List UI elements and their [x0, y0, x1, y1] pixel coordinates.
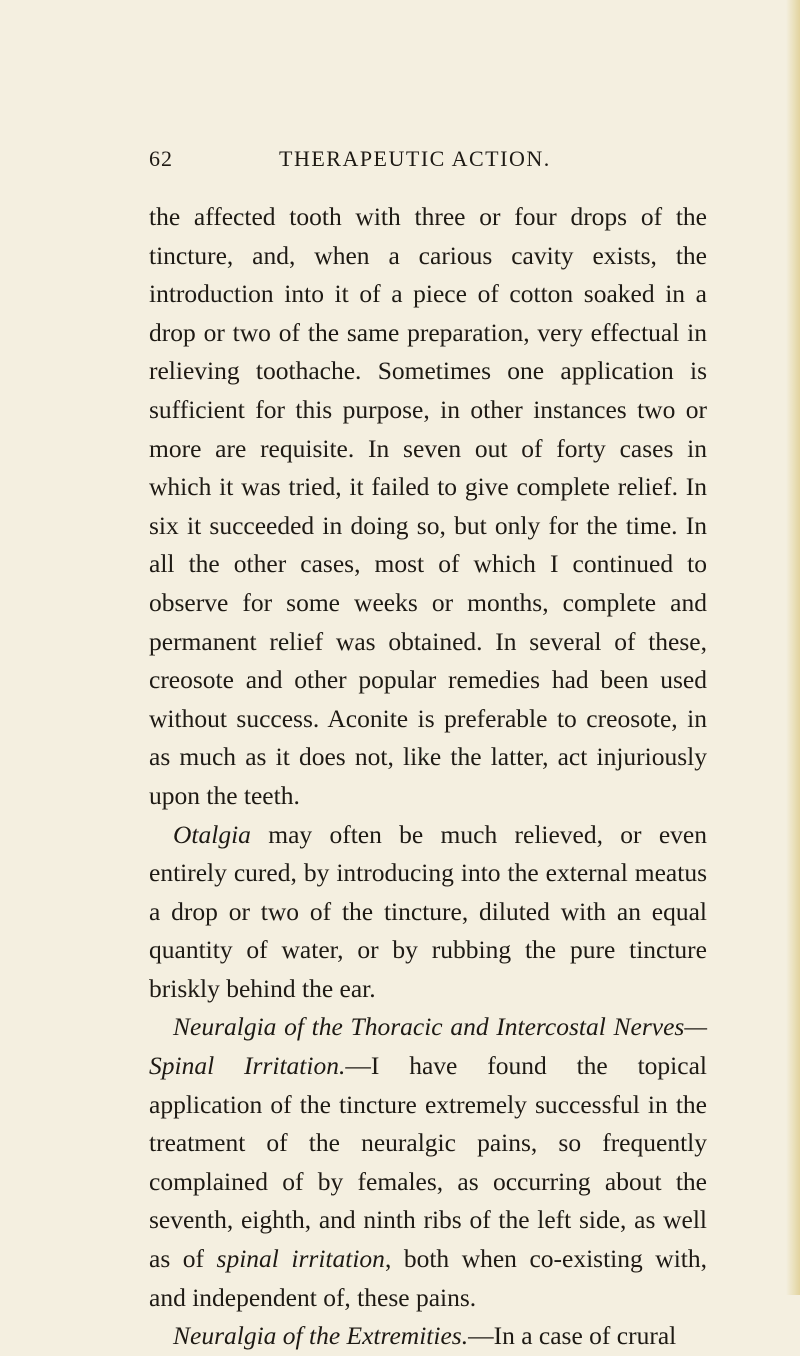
- running-head: THERAPEUTIC ACTION.: [279, 146, 551, 171]
- page-number: 62: [149, 146, 173, 171]
- body-text: [149, 198, 707, 1356]
- section-heading-thoracic-neuralgia: Neuralgia of the Thoracic and Intercostal Nerves—Spinal Irritation.: [149, 1012, 707, 1081]
- paragraph-text: —In a case of crural: [468, 1321, 677, 1351]
- page-edge-shading: [786, 0, 800, 1295]
- paragraph-toothache: [149, 198, 707, 816]
- paragraph-text: , both when co-existing with, and independent of, these pains.: [149, 1244, 707, 1312]
- paragraph-text: the affected tooth with three or four drops of the tincture, and, when a carious cavity exists, the introduction into it of a piece of cotton soaked in a drop or two of the same preparation, very effectual in relieving toothache. Sometimes one application is sufficient for this purpose, in other instances two or more are requisite. In seven out of forty cases in which it was tried, it failed to give complete relief. In six it succeeded in doing so, but only for the time. In all the other cases, most of which I continued to observe for some weeks or months, complete and permanent relief was obtained. In several of these, creosote and other popular remedies had been used without success. Aconite is preferable to creosote, in as much as it does not, like the latter, act injuriously upon the teeth.: [149, 202, 707, 810]
- paragraph-extremities-neuralgia: [149, 1317, 707, 1356]
- section-heading-extremities-neuralgia: Neuralgia of the Extremities.: [173, 1321, 469, 1351]
- emphasis-spinal-irritation: spinal irritation: [216, 1244, 385, 1274]
- paragraph-text: may often be much relieved, or even entirely cured, by introducing into the external meatus a drop or two of the tincture, diluted with an equal quantity of water, or by rubbing the pure tincture briskly behind the ear.: [149, 819, 707, 1003]
- paragraph-thoracic-neuralgia: [149, 1008, 707, 1317]
- paragraph-text: —I have found the topical application of the tincture extremely successful in the treatment of the neuralgic pains, so frequently complained of by females, as occurring about the seventh, eighth, and ninth ribs of the left side, as well as of: [149, 1051, 707, 1274]
- section-heading-otalgia: Otalgia: [173, 819, 251, 849]
- paragraph-otalgia: [149, 816, 707, 1009]
